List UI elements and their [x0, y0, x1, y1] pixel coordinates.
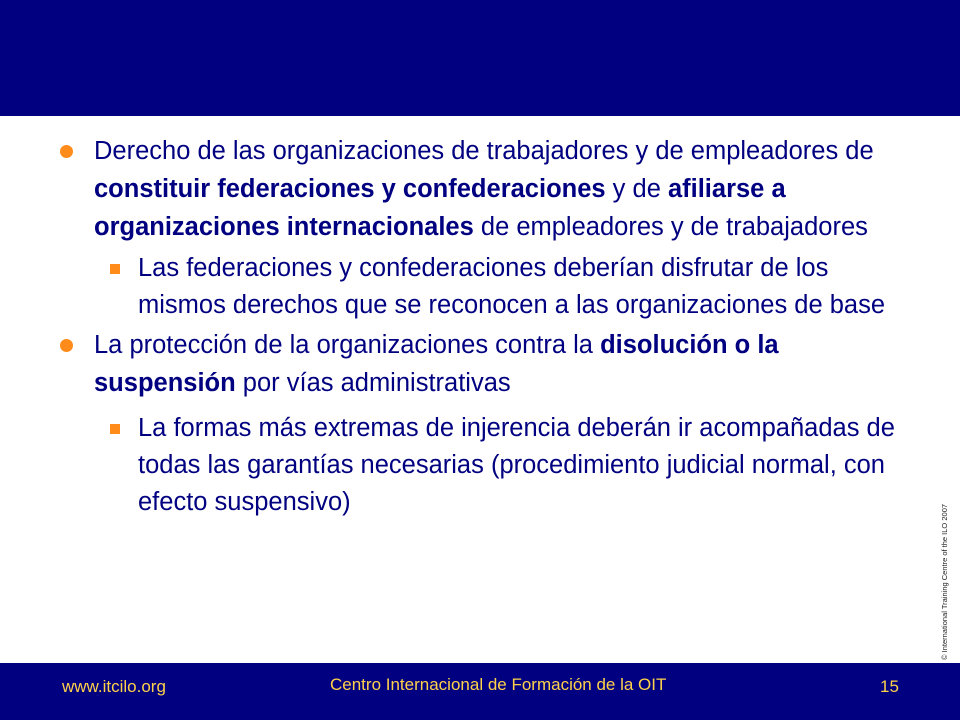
text-segment: por vías administrativas	[235, 369, 511, 397]
text-segment: La protección de la organizaciones contra la	[94, 331, 601, 359]
round-bullet-icon	[60, 339, 73, 352]
sub-bullet-text: La formas más extremas de injerencia deberán ir acompañadas de todas las garantías necesarias (procedimiento judicial normal, con efecto suspensivo)	[138, 414, 895, 516]
copyright-notice: © International Training Centre of the ILO 2007	[940, 503, 949, 660]
bold-text-segment: afiliarse a organizaciones internacionales	[94, 175, 786, 241]
bullet-item-2	[60, 326, 910, 402]
bold-text-segment: constituir federaciones y confederaciones	[94, 175, 606, 203]
slide-content	[60, 132, 910, 521]
text-segment: de empleadores y de trabajadores	[473, 213, 868, 241]
sub-bullet-text: Las federaciones y confederaciones deberían disfrutar de los mismos derechos que se reconocen a las organizaciones de base	[138, 254, 886, 319]
header-band	[0, 0, 960, 116]
square-bullet-icon	[110, 264, 120, 274]
footer-organization: Centro Internacional de Formación de la OIT	[330, 675, 667, 694]
bullet-item-1	[60, 132, 910, 246]
text-segment: Derecho de las organizaciones de trabajadores y de empleadores de	[94, 137, 874, 165]
footer-url-link[interactable]: www.itcilo.org	[62, 677, 166, 696]
round-bullet-icon	[60, 145, 73, 158]
sub-bullet-item-2	[60, 410, 910, 521]
text-segment: y de	[605, 175, 668, 203]
sub-bullet-item-1	[60, 250, 910, 324]
bold-text-segment: disolución o la suspensión	[94, 331, 779, 397]
page-number: 15	[880, 677, 899, 696]
square-bullet-icon	[110, 424, 120, 434]
